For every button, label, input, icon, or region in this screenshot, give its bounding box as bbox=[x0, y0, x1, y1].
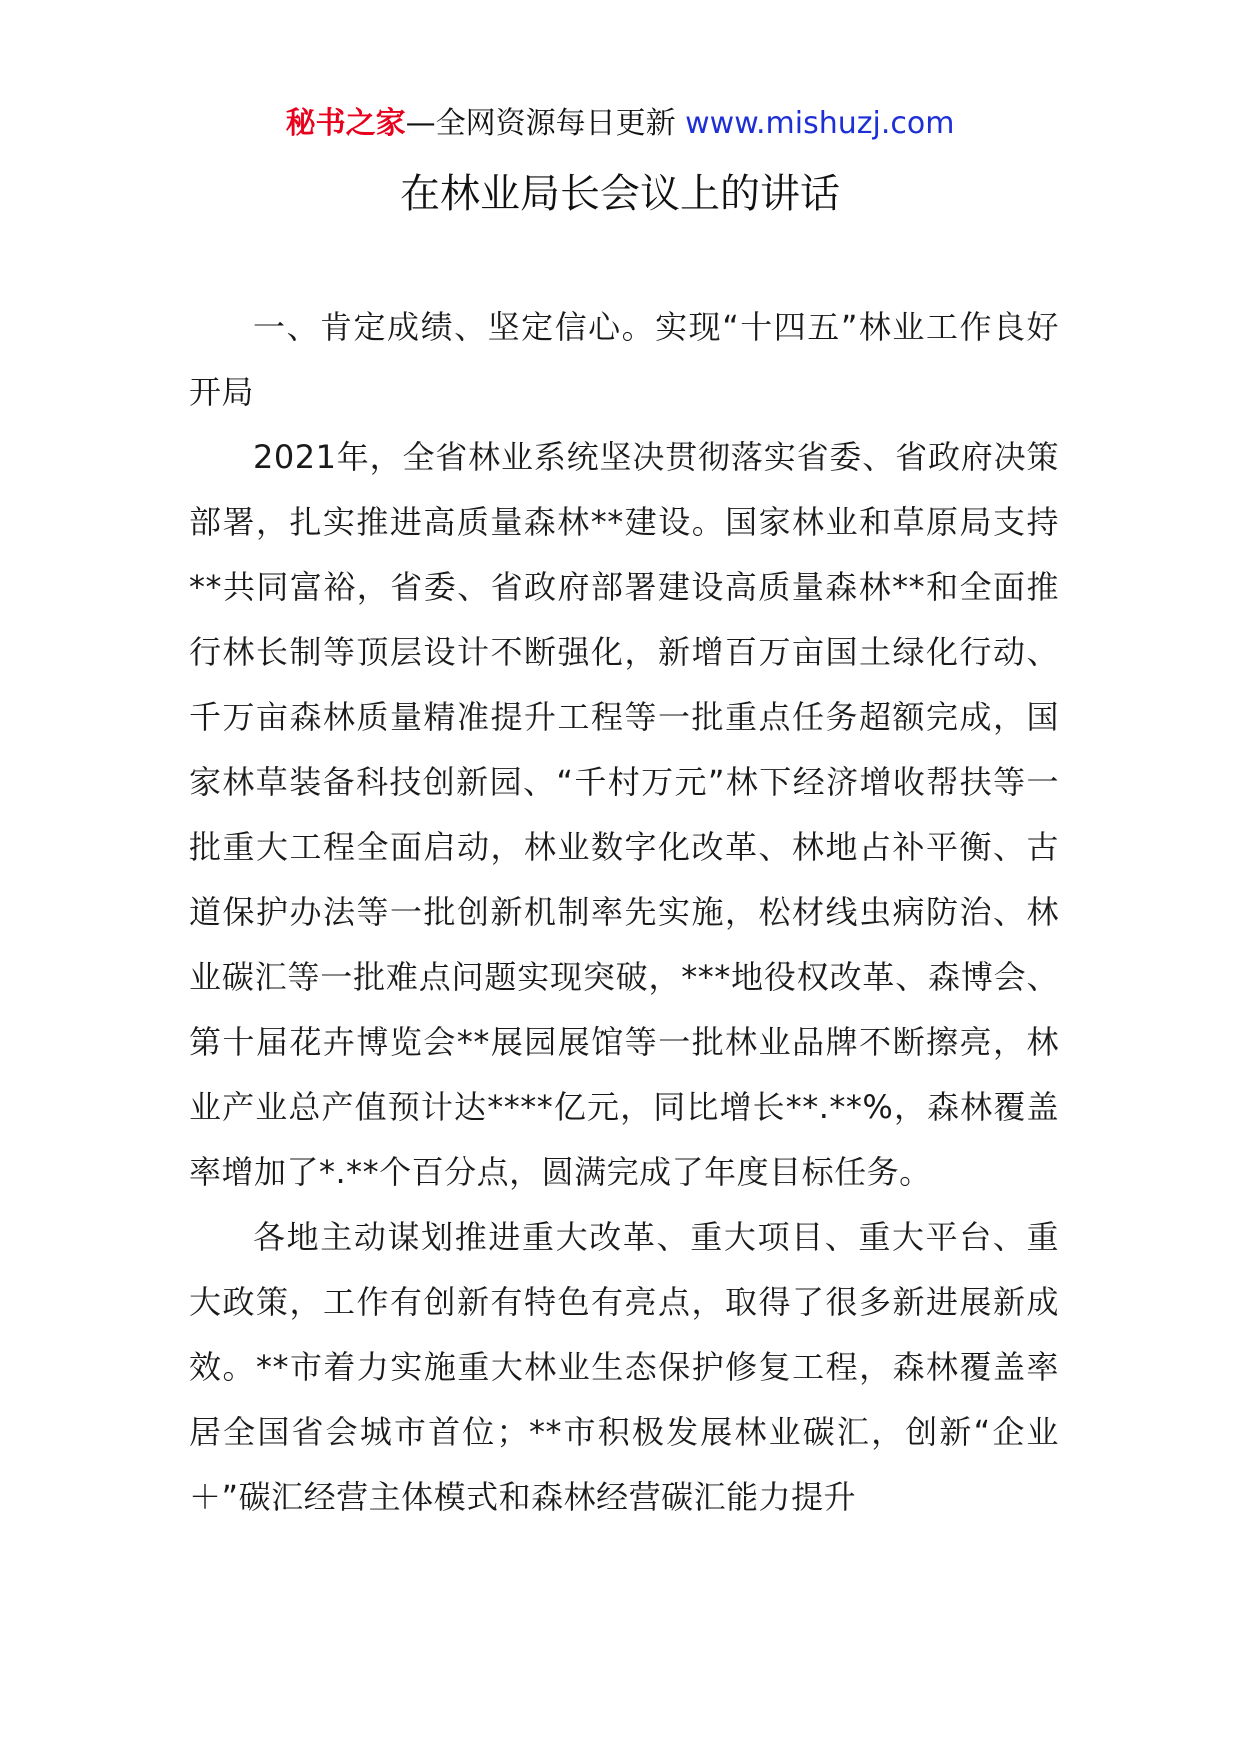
section-heading: 一、肯定成绩、坚定信心。实现“十四五”林业工作良好开局 bbox=[189, 308, 1059, 411]
document-body bbox=[189, 295, 1059, 1530]
body-paragraph: 2021年，全省林业系统坚决贯彻落实省委、省政府决策部署，扎实推进高质量森林**建设。国家林业和草原局支持**共同富裕，省委、省政府部署建设高质量森林**和全面推行林长制等顶层设计不断强化，新增百万亩国土绿化行动、千万亩森林质量精准提升工程等一批重点任务超额完成，国家林草装备科技创新园、“千村万元”林下经济增收帮扶等一批重大工程全面启动，林业数字化改革、林地占补平衡、古道保护办法等一批创新机制率先实施，松材线虫病防治、林业碳汇等一批难点问题实现突破，***地役权改革、森博会、第十届花卉博览会**展园展馆等一批林业品牌不断擦亮，林业产业总产值预计达****亿元，同比增长**.**%，森林覆盖率增加了*.**个百分点，圆满完成了年度目标任务。 bbox=[189, 438, 1059, 1191]
body-paragraph: 各地主动谋划推进重大改革、重大项目、重大平台、重大政策，工作有创新有特色有亮点，取得了很多新进展新成效。**市着力实施重大林业生态保护修复工程，森林覆盖率居全国省会城市首位；**市积极发展林业碳汇，创新“企业＋”碳汇经营主体模式和森林经营碳汇能力提升 bbox=[189, 1218, 1059, 1516]
site-tagline: —全网资源每日更新 bbox=[405, 106, 686, 141]
site-header bbox=[0, 100, 1240, 148]
site-url-link[interactable]: www.mishuzj.com bbox=[685, 106, 955, 141]
site-brand: 秘书之家 bbox=[285, 106, 406, 141]
document-title: 在林业局长会议上的讲话 bbox=[400, 171, 840, 217]
